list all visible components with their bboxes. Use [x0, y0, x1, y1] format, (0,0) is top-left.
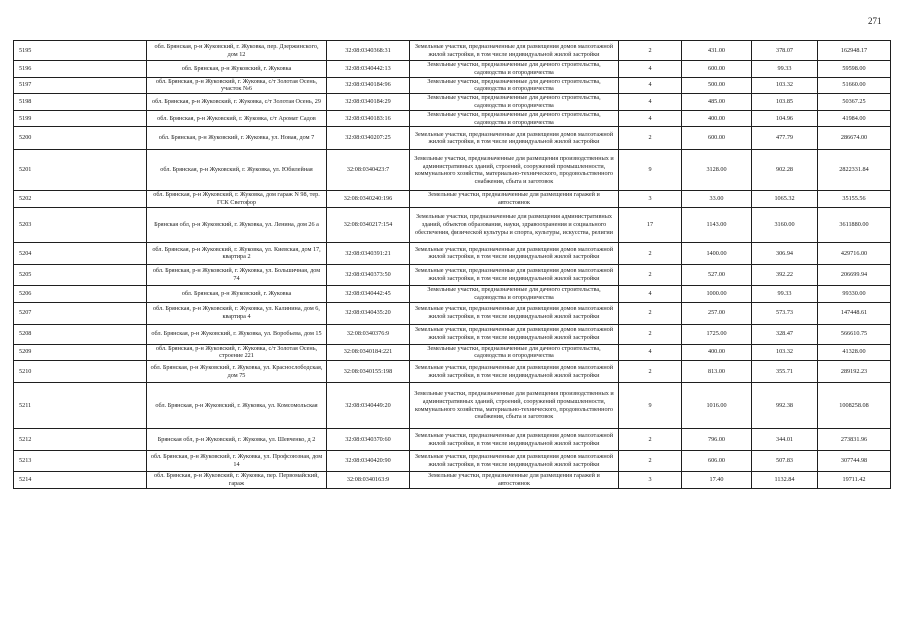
address-cell: обл. Брянская, р-н Жуковский, г. Жуковка, дом гараж N 98, тер. ГСК Светофор [147, 191, 327, 208]
group-cell: 4 [619, 77, 682, 94]
table-row [14, 242, 891, 264]
table-body [14, 41, 891, 489]
specific-value-cell: 992.38 [752, 383, 818, 429]
specific-value-cell: 99.33 [752, 61, 818, 78]
address-cell: обл. Брянская, р-н Жуковский, г. Жуковка, ул. Большичная, дом 74 [147, 264, 327, 285]
cadastral-number-cell: 32:08:0340449:20 [327, 383, 410, 429]
table-row [14, 344, 891, 361]
land-use-cell: Земельные участки, предназначенные для дачного строительства, садоводства и огородничества [410, 94, 619, 111]
land-use-cell: Земельные участки, предназначенные для размещения домов малоэтажной жилой застройки, в том числе индивидуальной жилой застройки [410, 302, 619, 324]
table-row [14, 191, 891, 208]
row-number: 5196 [14, 61, 147, 78]
table-row [14, 383, 891, 429]
address-cell: обл. Брянская, р-н Жуковский, г. Жуковка, ул. Калинина, дом 6, квартира 4 [147, 302, 327, 324]
address-cell: обл. Брянская, р-н Жуковский, г. Жуковка, ул. Юбилейная [147, 150, 327, 191]
row-number: 5203 [14, 207, 147, 242]
area-cell: 1000.00 [682, 285, 752, 302]
specific-value-cell: 902.28 [752, 150, 818, 191]
page-number: 271 [868, 16, 882, 26]
cadastral-number-cell: 32:08:0340391:21 [327, 242, 410, 264]
address-cell: обл. Брянская, р-н Жуковский, г. Жуковка, ул. Киевская, дом 17, квартира 2 [147, 242, 327, 264]
cadastral-value-cell: 19711.42 [818, 472, 891, 489]
group-cell: 2 [619, 302, 682, 324]
row-number: 5206 [14, 285, 147, 302]
cadastral-value-cell: 307744.98 [818, 451, 891, 472]
row-number: 5202 [14, 191, 147, 208]
specific-value-cell: 306.94 [752, 242, 818, 264]
address-cell: обл. Брянская, р-н Жуковский, г. Жуковка, пер. Дзержинского, дом 12 [147, 41, 327, 61]
area-cell: 400.00 [682, 110, 752, 127]
table-row [14, 77, 891, 94]
cadastral-value-cell: 3611880.00 [818, 207, 891, 242]
table-row [14, 41, 891, 61]
row-number: 5208 [14, 324, 147, 344]
address-cell: обл. Брянская, р-н Жуковский, г. Жуковка [147, 285, 327, 302]
group-cell: 2 [619, 429, 682, 451]
specific-value-cell: 104.96 [752, 110, 818, 127]
cadastral-value-cell: 206699.94 [818, 264, 891, 285]
cadastral-number-cell: 32:08:0340240:196 [327, 191, 410, 208]
row-number: 5198 [14, 94, 147, 111]
cadastral-number-cell: 32:08:0340423:7 [327, 150, 410, 191]
land-use-cell: Земельные участки, предназначенные для размещения гаражей и автостоянок [410, 472, 619, 489]
cadastral-number-cell: 32:08:0340376:9 [327, 324, 410, 344]
area-cell: 257.00 [682, 302, 752, 324]
land-use-cell: Земельные участки, предназначенные для размещения административных зданий, объектов образования, науки, здравоохранения и социального обеспечения, физической культуры и спорта, культуры, искусства, религии [410, 207, 619, 242]
cadastral-number-cell: 32:08:0340184:29 [327, 94, 410, 111]
cadastral-value-cell: 35155.56 [818, 191, 891, 208]
address-cell: обл. Брянская, р-н Жуковский, г. Жуковка, с/т Аромат Садов [147, 110, 327, 127]
table-row [14, 285, 891, 302]
table-row [14, 94, 891, 111]
cadastral-value-cell: 273831.96 [818, 429, 891, 451]
land-use-cell: Земельные участки, предназначенные для размещения домов малоэтажной жилой застройки, в том числе индивидуальной жилой застройки [410, 429, 619, 451]
table-row [14, 324, 891, 344]
land-use-cell: Земельные участки, предназначенные для дачного строительства, садоводства и огородничества [410, 285, 619, 302]
table-row [14, 302, 891, 324]
land-use-cell: Земельные участки, предназначенные для дачного строительства, садоводства и огородничества [410, 77, 619, 94]
group-cell: 9 [619, 150, 682, 191]
row-number: 5209 [14, 344, 147, 361]
land-use-cell: Земельные участки, предназначенные для размещения гаражей и автостоянок [410, 191, 619, 208]
cadastral-value-cell: 147448.61 [818, 302, 891, 324]
row-number: 5212 [14, 429, 147, 451]
specific-value-cell: 99.33 [752, 285, 818, 302]
area-cell: 600.00 [682, 61, 752, 78]
land-use-cell: Земельные участки, предназначенные для дачного строительства, садоводства и огородничества [410, 61, 619, 78]
area-cell: 1400.00 [682, 242, 752, 264]
cadastral-number-cell: 32:08:0340435:20 [327, 302, 410, 324]
address-cell: обл. Брянская, р-н Жуковский, г. Жуковка, ул. Новая, дом 7 [147, 127, 327, 150]
row-number: 5195 [14, 41, 147, 61]
address-cell: обл. Брянская, р-н Жуковский, г. Жуковка, с/т Золотая Осень, строение 221 [147, 344, 327, 361]
row-number: 5214 [14, 472, 147, 489]
area-cell: 400.00 [682, 344, 752, 361]
area-cell: 431.00 [682, 41, 752, 61]
row-number: 5197 [14, 77, 147, 94]
land-use-cell: Земельные участки, предназначенные для дачного строительства, садоводства и огородничества [410, 110, 619, 127]
specific-value-cell: 1132.84 [752, 472, 818, 489]
specific-value-cell: 103.32 [752, 77, 818, 94]
specific-value-cell: 328.47 [752, 324, 818, 344]
address-cell: обл. Брянская, р-н Жуковский, г. Жуковка, ул. Комсомольская [147, 383, 327, 429]
address-cell: обл. Брянская, р-н Жуковский, г. Жуковка [147, 61, 327, 78]
group-cell: 2 [619, 361, 682, 383]
group-cell: 2 [619, 242, 682, 264]
group-cell: 9 [619, 383, 682, 429]
cadastral-number-cell: 32:08:0340183:16 [327, 110, 410, 127]
land-use-cell: Земельные участки, предназначенные для размещения производственных и административных зданий, строений, сооружений промышленности, коммунального хозяйства, материально-технического, продовольственного снабжения, сбыта и заготовок [410, 150, 619, 191]
specific-value-cell: 344.01 [752, 429, 818, 451]
cadastral-number-cell: 32:08:0340442:45 [327, 285, 410, 302]
group-cell: 4 [619, 344, 682, 361]
specific-value-cell: 378.07 [752, 41, 818, 61]
address-cell: обл. Брянская, р-н Жуковский, г. Жуковка, ул. Воробьева, дом 15 [147, 324, 327, 344]
cadastral-number-cell: 32:08:0340368:31 [327, 41, 410, 61]
group-cell: 2 [619, 41, 682, 61]
cadastral-value-cell: 50367.25 [818, 94, 891, 111]
group-cell: 2 [619, 127, 682, 150]
area-cell: 500.00 [682, 77, 752, 94]
group-cell: 4 [619, 110, 682, 127]
cadastral-value-cell: 429716.00 [818, 242, 891, 264]
specific-value-cell: 573.73 [752, 302, 818, 324]
area-cell: 813.00 [682, 361, 752, 383]
area-cell: 3128.00 [682, 150, 752, 191]
cadastral-value-cell: 566610.75 [818, 324, 891, 344]
address-cell: Брянская обл, р-н Жуковский, г. Жуковка, ул. Ленина, дом 26 а [147, 207, 327, 242]
cadastral-number-cell: 32:08:0340420:90 [327, 451, 410, 472]
row-number: 5210 [14, 361, 147, 383]
row-number: 5207 [14, 302, 147, 324]
cadastral-value-table [13, 40, 891, 489]
area-cell: 17.40 [682, 472, 752, 489]
row-number: 5200 [14, 127, 147, 150]
table-row [14, 361, 891, 383]
group-cell: 4 [619, 61, 682, 78]
land-use-cell: Земельные участки, предназначенные для размещения домов малоэтажной жилой застройки, в том числе индивидуальной жилой застройки [410, 127, 619, 150]
specific-value-cell: 1065.32 [752, 191, 818, 208]
cadastral-value-cell: 99330.00 [818, 285, 891, 302]
cadastral-number-cell: 32:08:0340163:9 [327, 472, 410, 489]
specific-value-cell: 103.32 [752, 344, 818, 361]
specific-value-cell: 103.85 [752, 94, 818, 111]
specific-value-cell: 3160.00 [752, 207, 818, 242]
group-cell: 4 [619, 94, 682, 111]
row-number: 5211 [14, 383, 147, 429]
address-cell: обл. Брянская, р-н Жуковский, г. Жуковка, ул. Краснослободская, дом 75 [147, 361, 327, 383]
area-cell: 485.00 [682, 94, 752, 111]
row-number: 5201 [14, 150, 147, 191]
cadastral-number-cell: 32:08:0340370:60 [327, 429, 410, 451]
cadastral-number-cell: 32:08:0340217:154 [327, 207, 410, 242]
land-use-cell: Земельные участки, предназначенные для размещения домов малоэтажной жилой застройки, в том числе индивидуальной жилой застройки [410, 361, 619, 383]
cadastral-number-cell: 32:08:0340184:221 [327, 344, 410, 361]
cadastral-value-cell: 59598.00 [818, 61, 891, 78]
group-cell: 2 [619, 264, 682, 285]
cadastral-value-cell: 286674.00 [818, 127, 891, 150]
group-cell: 2 [619, 451, 682, 472]
address-cell: обл. Брянская, р-н Жуковский, г. Жуковка, ул. Профсоюзная, дом 14 [147, 451, 327, 472]
area-cell: 1016.00 [682, 383, 752, 429]
group-cell: 4 [619, 285, 682, 302]
specific-value-cell: 477.79 [752, 127, 818, 150]
land-use-cell: Земельные участки, предназначенные для размещения домов малоэтажной жилой застройки, в том числе индивидуальной жилой застройки [410, 324, 619, 344]
table-row [14, 150, 891, 191]
land-use-cell: Земельные участки, предназначенные для размещения домов малоэтажной жилой застройки, в том числе индивидуальной жилой застройки [410, 242, 619, 264]
area-cell: 796.00 [682, 429, 752, 451]
table-row [14, 472, 891, 489]
cadastral-value-cell: 41984.00 [818, 110, 891, 127]
group-cell: 2 [619, 324, 682, 344]
group-cell: 3 [619, 472, 682, 489]
address-cell: обл. Брянская, р-н Жуковский, г. Жуковка, с/т Золотая Осень, 29 [147, 94, 327, 111]
area-cell: 1725.00 [682, 324, 752, 344]
row-number: 5205 [14, 264, 147, 285]
table-row [14, 207, 891, 242]
cadastral-number-cell: 32:08:0340155:198 [327, 361, 410, 383]
row-number: 5204 [14, 242, 147, 264]
area-cell: 600.00 [682, 127, 752, 150]
table-row [14, 110, 891, 127]
area-cell: 527.00 [682, 264, 752, 285]
cadastral-number-cell: 32:08:0340184:96 [327, 77, 410, 94]
specific-value-cell: 355.71 [752, 361, 818, 383]
land-use-cell: Земельные участки, предназначенные для размещения производственных и административных зданий, строений, сооружений промышленности, коммунального хозяйства, материально-технического, продовольственного снабжения, сбыта и заготовок [410, 383, 619, 429]
cadastral-value-cell: 41328.00 [818, 344, 891, 361]
area-cell: 33.00 [682, 191, 752, 208]
specific-value-cell: 392.22 [752, 264, 818, 285]
address-cell: обл. Брянская, р-н Жуковский, г. Жуковка, с/т Золотая Осень, участок №6 [147, 77, 327, 94]
specific-value-cell: 507.83 [752, 451, 818, 472]
cadastral-number-cell: 32:08:0340373:50 [327, 264, 410, 285]
table-row [14, 451, 891, 472]
cadastral-number-cell: 32:08:0340442:13 [327, 61, 410, 78]
group-cell: 3 [619, 191, 682, 208]
address-cell: Брянская обл, р-н Жуковский, г. Жуковка, ул. Шевченко, д 2 [147, 429, 327, 451]
row-number: 5199 [14, 110, 147, 127]
cadastral-value-cell: 162948.17 [818, 41, 891, 61]
group-cell: 17 [619, 207, 682, 242]
area-cell: 1143.00 [682, 207, 752, 242]
land-use-cell: Земельные участки, предназначенные для размещения домов малоэтажной жилой застройки, в том числе индивидуальной жилой застройки [410, 264, 619, 285]
table-row [14, 127, 891, 150]
cadastral-number-cell: 32:08:0340207:25 [327, 127, 410, 150]
land-use-cell: Земельные участки, предназначенные для дачного строительства, садоводства и огородничества [410, 344, 619, 361]
table-row [14, 429, 891, 451]
cadastral-value-cell: 1008258.08 [818, 383, 891, 429]
table-row [14, 61, 891, 78]
land-use-cell: Земельные участки, предназначенные для размещения домов малоэтажной жилой застройки, в том числе индивидуальной жилой застройки [410, 41, 619, 61]
table-row [14, 264, 891, 285]
row-number: 5213 [14, 451, 147, 472]
cadastral-value-cell: 2822331.84 [818, 150, 891, 191]
cadastral-value-cell: 51660.00 [818, 77, 891, 94]
area-cell: 606.00 [682, 451, 752, 472]
cadastral-value-cell: 289192.23 [818, 361, 891, 383]
address-cell: обл. Брянская, р-н Жуковский, г. Жуковка, пер. Первомайский, гараж [147, 472, 327, 489]
land-use-cell: Земельные участки, предназначенные для размещения домов малоэтажной жилой застройки, в том числе индивидуальной жилой застройки [410, 451, 619, 472]
